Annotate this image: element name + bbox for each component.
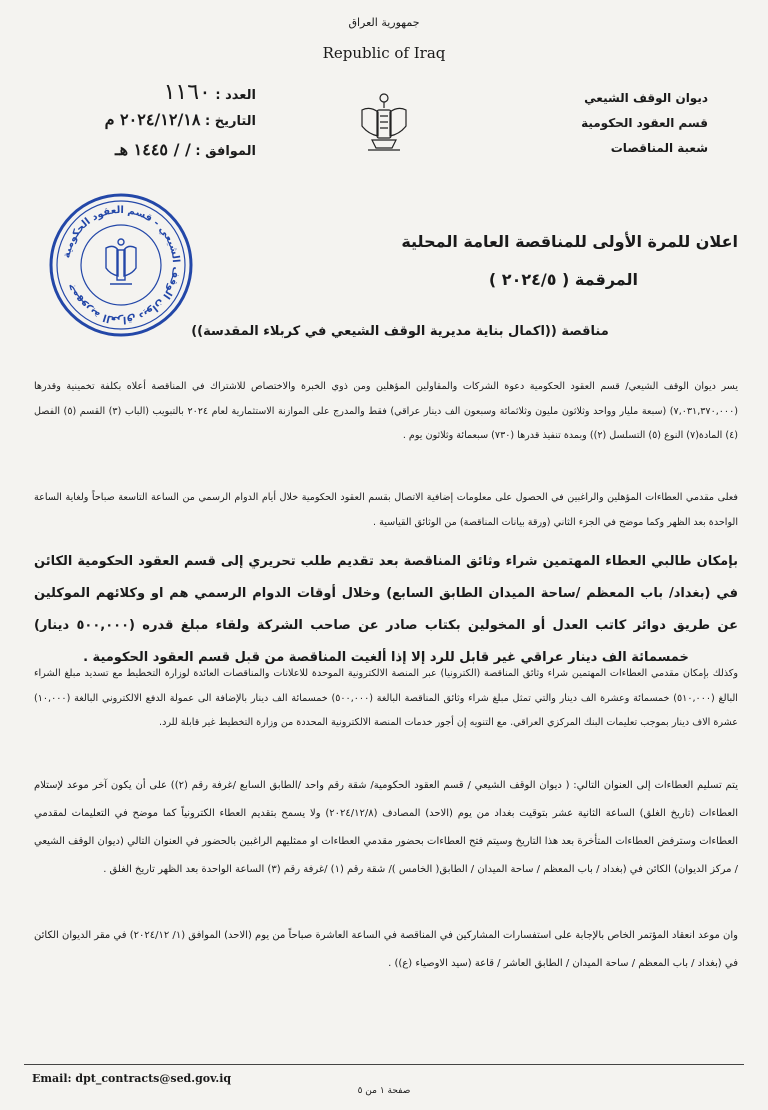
ref-number-label: العدد :: [215, 88, 256, 103]
date-row: [26, 110, 256, 140]
paragraph-invitation: يسر ديوان الوقف الشيعي/ قسم العقود الحكومية دعوة الشركات والمقاولين المؤهلين ومن ذوي الخبرة والاختصاص للاشتراك في المناقصة أعلاه بكلفة تخمينية وقدرها (٧,٠٣١,٣٧٠,٠٠٠) (سبعة مليار وواحد وثلاثون مليون وثلاثمائة وسبعون الف دينار عراقي) فقط والمدرج على الموازنة الاستثمارية لعام ٢٠٢٤ بالتبويب (الباب (٣) القسم (٥) الفصل (٤) المادة(٧) النوع (٥) التسلسل (٢)) وبمدة تنفيذ قدرها (٧٣٠) سبعمائة وثلاثون يوم .: [34, 381, 738, 441]
hijri-row: [26, 140, 256, 170]
footer-email: Email: dpt_contracts@sed.gov.iq: [32, 1072, 232, 1085]
tender-name: مناقصة ((اكمال بناية مديرية الوقف الشيعي في كربلاء المقدسة)): [191, 324, 609, 339]
date-label: التاريخ :: [205, 114, 256, 129]
org-line-1: ديوان الوقف الشيعي: [584, 91, 708, 105]
hijri-label: الموافق :: [195, 144, 256, 159]
org-line-2: قسم العقود الحكومية: [581, 116, 708, 130]
announcement-title: اعلان للمرة الأولى للمناقصة العامة المحلية: [401, 232, 738, 251]
republic-english-heading: Republic of Iraq: [322, 44, 446, 62]
ref-number-value: ١١٦٠: [163, 80, 211, 105]
paragraph-purchase: بإمكان طالبي العطاء المهتمين شراء وثائق المناقصة بعد تقديم طلب تحريري إلى قسم العقود الحكومية الكائن في (بغداد/ باب المعظم /ساحة الميدان الطابق السابع) وخلال أوقات الدوام الرسمي هم او وكلائهم الموكلين عن طريق دوائر كاتب العدل أو المخولين بكتاب صادر عن صاحب الشركة ولقاء مبلغ قدره (٥٠٠,٠٠٠ دينار) خمسمائة الف دينار عراقي غير قابل للرد إلا إذا ألغيت المناقصة من قبل قسم العقود الحكومية .: [34, 554, 738, 665]
republic-arabic-heading: جمهورية العراق: [348, 16, 420, 29]
iraq-eagle-emblem-icon: [356, 90, 412, 156]
paragraph-conference: وان موعد انعقاد المؤتمر الخاص بالإجابة على استفسارات المشاركين في المناقصة في الساعة العاشرة صباحاً من يوم (الاحد) الموافق (١/ ٢٠٢٤/١٢) في مقر الديوان الكائن في (بغداد / باب المعظم / ساحة الميدان / الطابق العاشر / قاعة (سيد الاوصياء (ع)) .: [34, 930, 738, 969]
hijri-value: / / ١٤٤٥ هـ: [114, 140, 191, 159]
official-seal-stamp: [48, 192, 194, 338]
footer-divider: [24, 1064, 744, 1065]
paragraph-electronic-purchase: وكذلك بإمكان مقدمي العطاءات المهتمين شراء وثائق المناقصة (الكترونيا) عبر المنصة الالكترونية الموحدة للاعلانات والمناقصات العائدة لوزارة التخطيط مع تسديد مبلغ الشراء البالغ (٥١٠,٠٠٠) خمسمائة وعشرة الف دينار والتي تمثل مبلغ شراء وثائق المناقصة البالغة (٥٠٠,٠٠٠) خمسمائة الف دينار بالإضافة الى عمولة الدفع الالكتروني البالغة (١٠,٠٠٠) عشرة الاف دينار بموجب تعليمات البنك المركزي العراقي. مع التنويه إن أجور خدمات المنصة الالكترونية المحددة من وزارة التخطيط غير قابلة للرد.: [34, 668, 738, 728]
ref-number-row: [26, 80, 256, 110]
organization-block: [488, 86, 708, 161]
seal-text: جمهورية العراق ديوان الوقف الشيعي - قسم العقود الحكومية: [61, 204, 182, 326]
svg-text:جمهورية العراق ديوان الوقف الش: [61, 205, 181, 325]
paragraph-submission: يتم تسليم العطاءات إلى العنوان التالي: ( ديوان الوقف الشيعي / قسم العقود الحكومية/ شقة رقم واحد /الطابق السابع /غرفة رقم (٢)) على أن يكون آخر موعد لإستلام العطاءات (تاريخ الغلق) الساعة الثانية عشر بتوقيت بغداد من يوم (الاحد) المصادف (٢٠٢٤/١٢/٨) ولا يسمح بتقديم العطاء الكترونياً كما موضح في التعليمات لمقدمي العطاءات وسترفض العطاءات المتأخرة بعد هذا التاريخ وسيتم فتح العطاءات بحضور مقدمي العطاءات او ممثليهم الراغبين بالحضور في العنوان التالي (ديوان الوقف الشيعي / مركز الديوان) الكائن في (بغداد / باب المعظم / ساحة الميدان / الطابق( الخامس )/ شقة رقم (١) /غرفة رقم (٣) الساعة الواحدة بعد الظهر تاريخ الغلق .: [34, 780, 739, 875]
tender-number: المرقمة ( ٢٠٢٤/٥ ): [488, 270, 638, 289]
paragraph-contact: فعلى مقدمي العطاءات المؤهلين والراغبين في الحصول على معلومات إضافية الاتصال بقسم العقود الحكومية خلال أيام الدوام الرسمي من الساعة التاسعة صباحاً ولغاية الساعة الواحدة بعد الظهر وكما موضح في الجزء الثاني (ورقة بيانات المناقصة) من الوثائق القياسية .: [34, 492, 738, 528]
page-number: صفحة ١ من ٥: [357, 1086, 411, 1096]
reference-block: [26, 80, 256, 170]
date-value: ٢٠٢٤/١٢/١٨ م: [104, 110, 201, 129]
org-line-3: شعبة المناقصات: [610, 141, 708, 155]
